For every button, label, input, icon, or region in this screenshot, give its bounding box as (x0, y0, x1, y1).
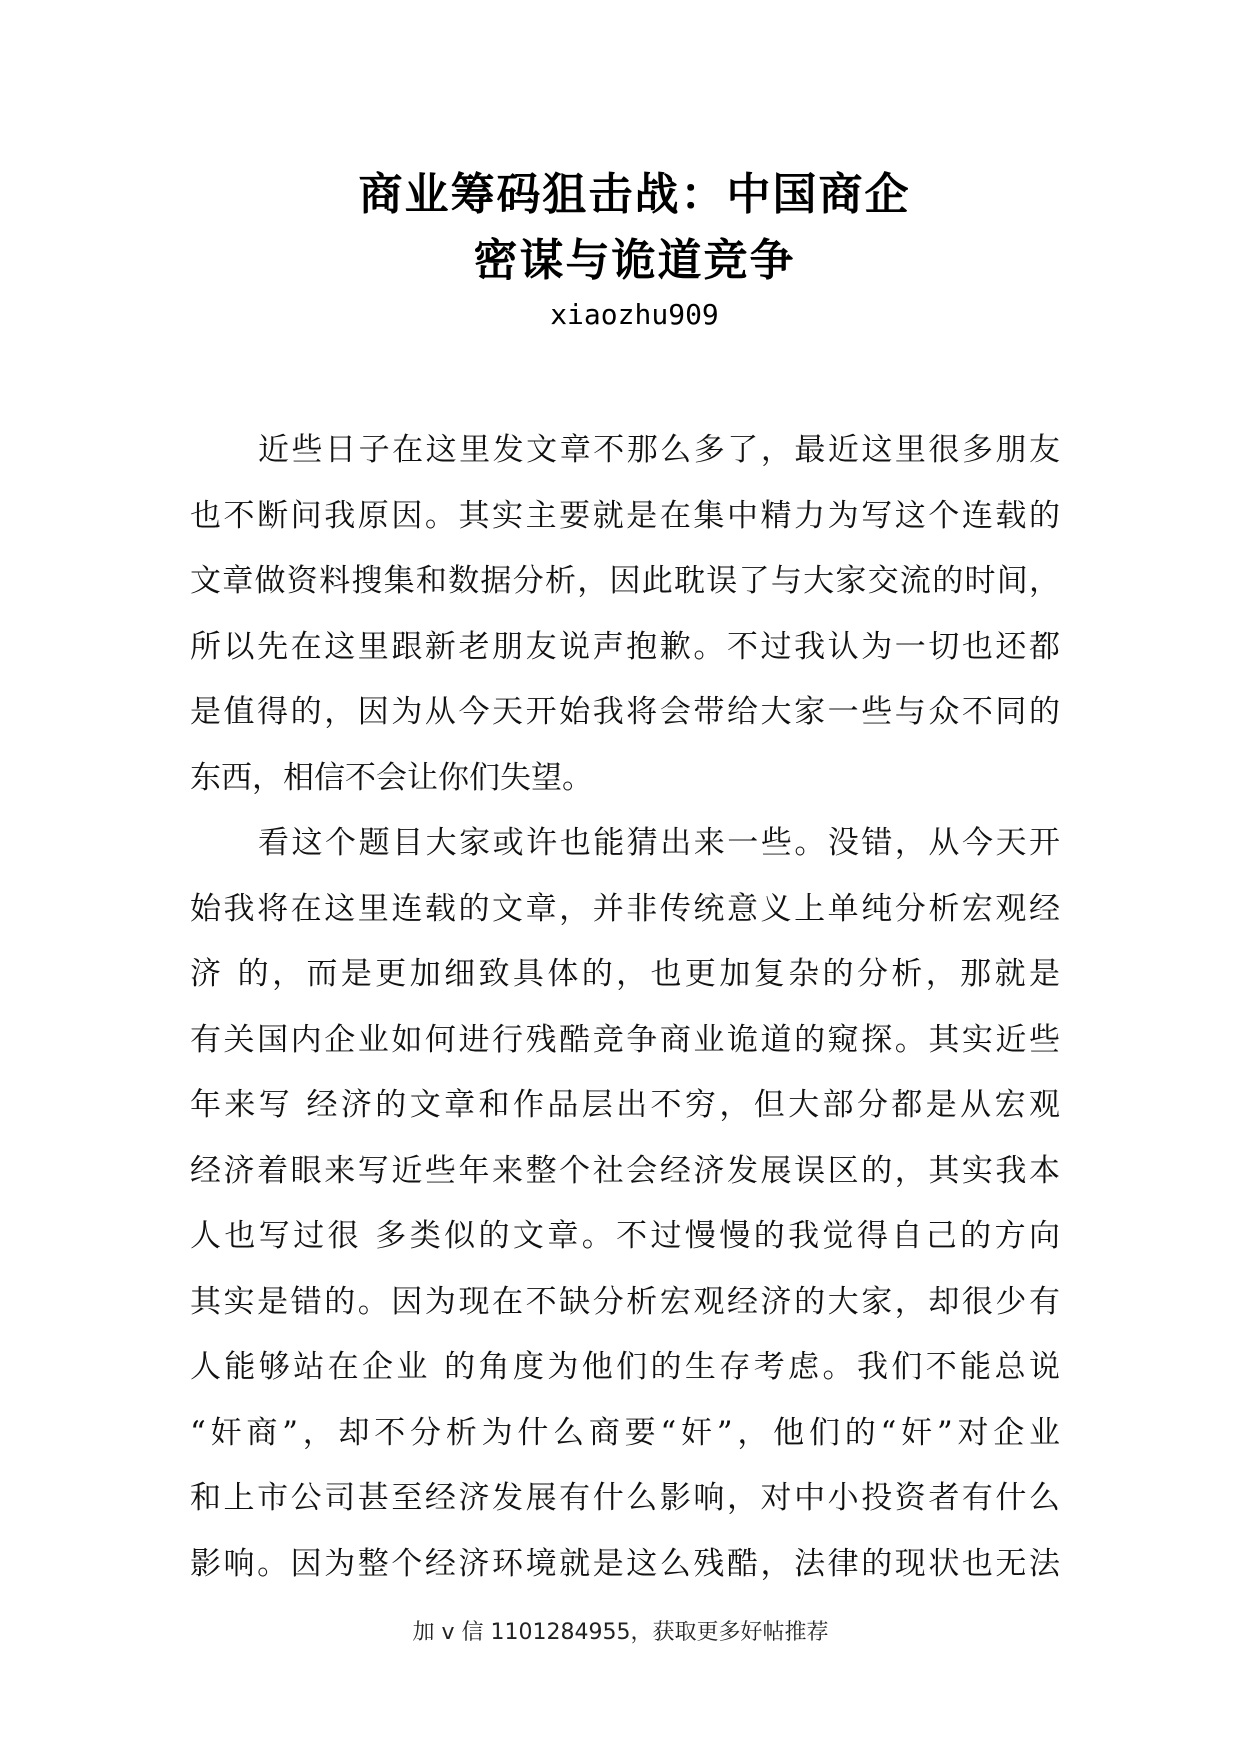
paragraph-line: 年来写 经济的文章和作品层出不穷，但大部分都是从宏观 (190, 1087, 1060, 1123)
paragraph-line: “奸商”，却不分析为什么商要“奸”，他们的“奸”对企业 (190, 1414, 1060, 1451)
paragraph-line: 近些日子在这里发文章不那么多了，最近这里很多朋友 (258, 432, 1060, 468)
paragraph-line: 其实是错的。因为现在不缺分析宏观经济的大家，却很少有 (190, 1283, 1060, 1320)
author-name: xiaozhu909 (550, 298, 719, 331)
paragraph-1 (190, 418, 1060, 811)
paragraph-line: 影响。因为整个经济环境就是这么残酷，法律的现状也无法 (190, 1545, 1060, 1582)
paragraph-line: 看这个题目大家或许也能猜出来一些。没错，从今天开 (258, 825, 1060, 861)
document-body (190, 418, 1060, 1597)
paragraph-line: 经济着眼来写近些年来整个社会经济发展误区的，其实我本 (190, 1152, 1060, 1189)
paragraph-line: 有关国内企业如何进行残酷竞争商业诡道的窥探。其实近些 (190, 1021, 1060, 1058)
document-title-line-1: 商业筹码狙击战：中国商企 (358, 169, 911, 220)
paragraph-line: 人也写过很 多类似的文章。不过慢慢的我觉得自己的方向 (190, 1218, 1060, 1254)
paragraph-line: 文章做资料搜集和数据分析，因此耽误了与大家交流的时间， (190, 563, 1060, 599)
paragraph-line: 和上市公司甚至经济发展有什么影响，对中小投资者有什么 (190, 1480, 1060, 1516)
paragraph-line: 济 的，而是更加细致具体的，也更加复杂的分析，那就是 (190, 956, 1060, 992)
paragraph-line: 东西，相信不会让你们失望。 (190, 759, 593, 796)
paragraph-2 (190, 811, 1060, 1597)
paragraph-line: 所以先在这里跟新老朋友说声抱歉。不过我认为一切也还都 (190, 628, 1060, 665)
paragraph-line: 也不断问我原因。其实主要就是在集中精力为写这个连载的 (190, 497, 1060, 534)
paragraph-line: 是值得的，因为从今天开始我将会带给大家一些与众不同的 (190, 694, 1060, 730)
paragraph-line: 始我将在这里连载的文章，并非传统意义上单纯分析宏观经 (190, 890, 1060, 927)
page-footer: 加 v 信 1101284955，获取更多好帖推荐 (412, 1620, 829, 1645)
paragraph-line: 人能够站在企业 的角度为他们的生存考虑。我们不能总说 (190, 1349, 1060, 1385)
document-title-line-2: 密谋与诡道竞争 (473, 235, 796, 286)
